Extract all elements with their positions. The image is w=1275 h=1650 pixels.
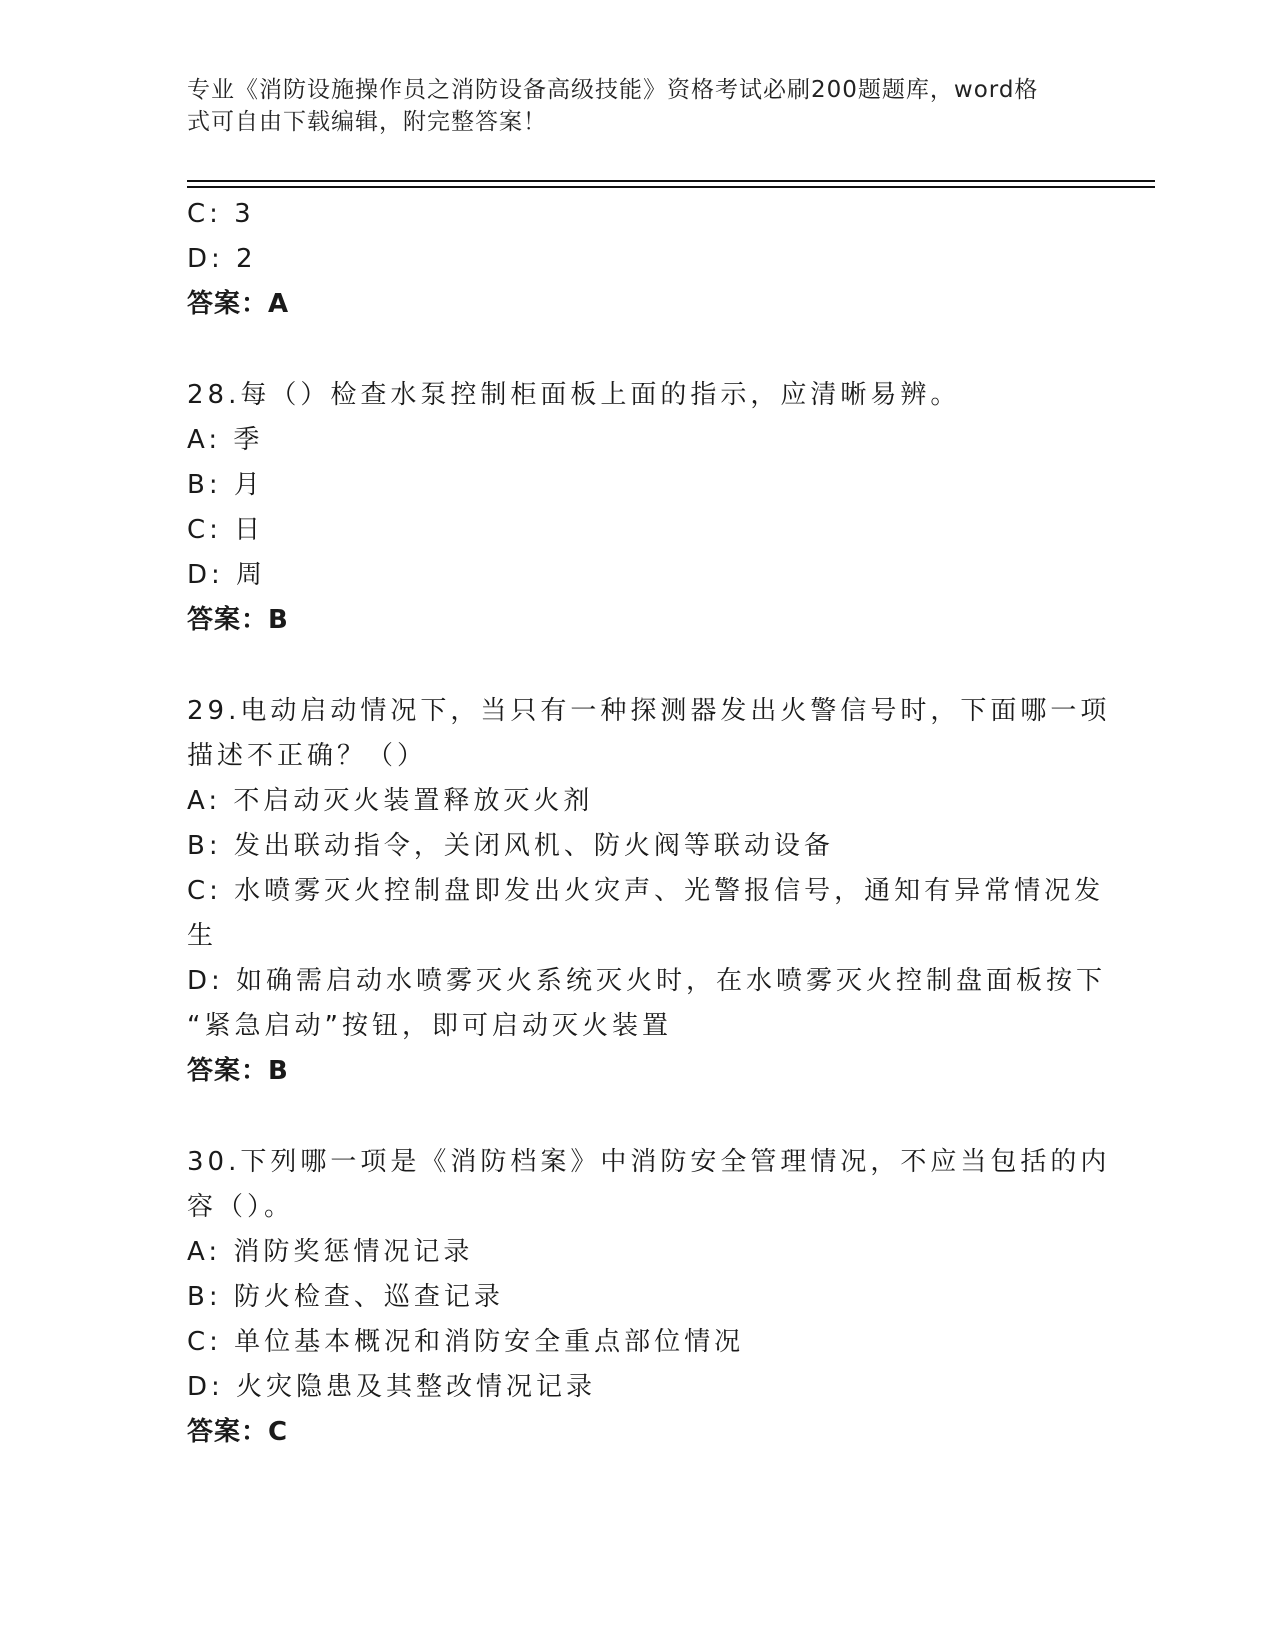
header-divider-bottom bbox=[187, 186, 1155, 188]
option-c-line-1: C: 水喷雾灭火控制盘即发出火灾声、光警报信号，通知有异常情况发 bbox=[187, 876, 1105, 906]
question-29 bbox=[187, 689, 1111, 1094]
header-divider-top bbox=[187, 180, 1155, 182]
document-header bbox=[187, 74, 1087, 138]
option-d: D: 2 bbox=[187, 244, 257, 274]
option-d-line-1: D: 如确需启动水喷雾灭火系统灭火时，在水喷雾灭火控制盘面板按下 bbox=[187, 966, 1107, 996]
question-stem-line-1: 29.电动启动情况下，当只有一种探测器发出火警信号时，下面哪一项 bbox=[187, 696, 1111, 726]
question-stem: 28.每（）检查水泵控制柜面板上面的指示，应清晰易辨。 bbox=[187, 380, 961, 410]
option-d-line-2: “紧急启动”按钮，即可启动灭火装置 bbox=[187, 1011, 672, 1041]
document-body bbox=[187, 192, 1111, 1455]
option-b: B: 发出联动指令，关闭风机、防火阀等联动设备 bbox=[187, 831, 834, 861]
option-c-line-2: 生 bbox=[187, 921, 218, 951]
option-c: C: 3 bbox=[187, 199, 255, 229]
option-a: A: 季 bbox=[187, 425, 264, 455]
spacer bbox=[187, 643, 1087, 689]
option-b: B: 月 bbox=[187, 470, 264, 500]
option-d: D: 周 bbox=[187, 560, 267, 590]
spacer bbox=[187, 327, 1087, 373]
option-c: C: 日 bbox=[187, 515, 265, 545]
option-c: C: 单位基本概况和消防安全重点部位情况 bbox=[187, 1327, 745, 1357]
answer: 答案：B bbox=[187, 605, 289, 635]
question-stem-line-2: 容（）。 bbox=[187, 1192, 295, 1222]
header-line-2: 式可自由下载编辑，附完整答案！ bbox=[187, 109, 547, 135]
answer: 答案：A bbox=[187, 289, 290, 319]
header-line-1: 专业《消防设施操作员之消防设备高级技能》资格考试必刷200题题库，word格 bbox=[187, 77, 1039, 103]
option-a: A: 消防奖惩情况记录 bbox=[187, 1237, 474, 1267]
question-stem-line-1: 30.下列哪一项是《消防档案》中消防安全管理情况，不应当包括的内 bbox=[187, 1147, 1111, 1177]
answer: 答案：B bbox=[187, 1056, 289, 1086]
option-a: A: 不启动灭火装置释放灭火剂 bbox=[187, 786, 594, 816]
answer: 答案：C bbox=[187, 1417, 289, 1447]
question-30 bbox=[187, 1140, 1111, 1455]
question-stem-line-2: 描述不正确？（） bbox=[187, 741, 428, 771]
option-d: D: 火灾隐患及其整改情况记录 bbox=[187, 1372, 597, 1402]
previous-question-tail bbox=[187, 192, 1087, 327]
question-28 bbox=[187, 373, 1087, 643]
spacer bbox=[187, 1094, 1087, 1140]
option-b: B: 防火检查、巡查记录 bbox=[187, 1282, 504, 1312]
